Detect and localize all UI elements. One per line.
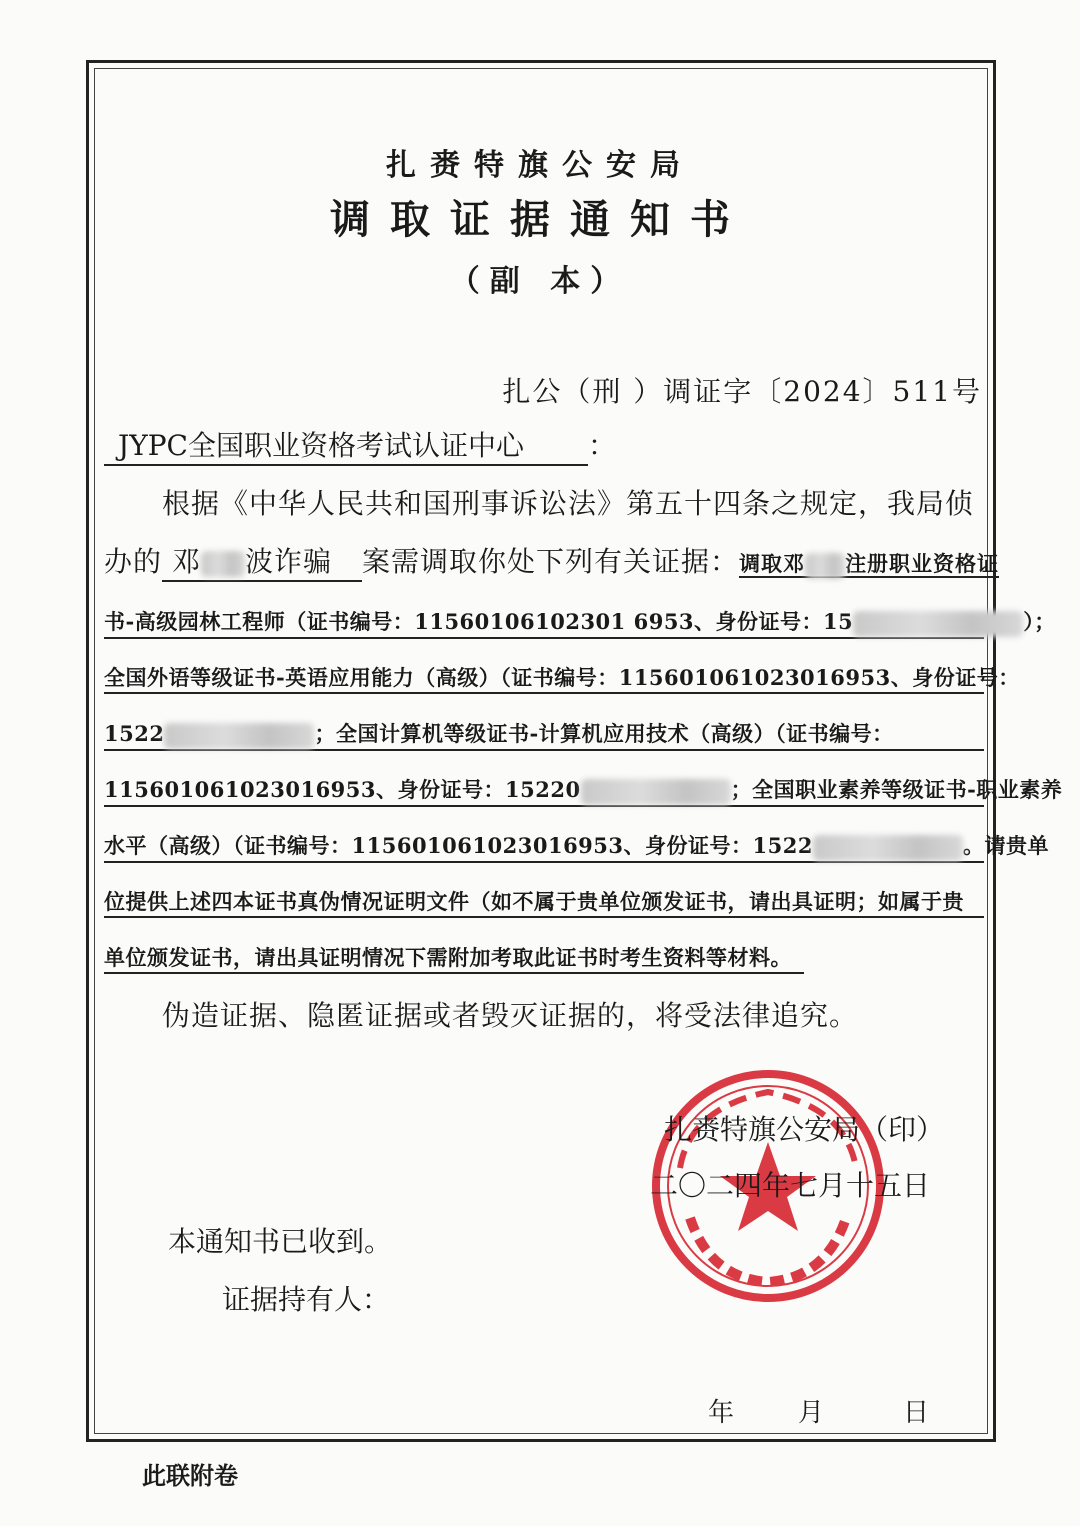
legal-warning: 伪造证据、隐匿证据或者毁灭证据的，将受法律追究。 (162, 999, 859, 1032)
redacted-id-3 (581, 779, 731, 805)
evidence-line-8: 单位颁发证书，请出具证明情况下需附加考取此证书时考生资料等材料。 (104, 942, 804, 974)
redacted-id-2 (164, 723, 314, 749)
body-case-line (104, 540, 1000, 582)
evidence-line-7: 位提供上述四本证书真伪情况证明文件（如不属于贵单位颁发证书，请出具证明；如属于贵 (104, 886, 984, 918)
month-label: 月 (798, 1398, 825, 1428)
document-title: 调取证据通知书 (330, 196, 750, 243)
receipt-acknowledgement: 本通知书已收到。 (168, 1225, 393, 1258)
evidence-line-3: 全国外语等级证书-英语应用能力（高级）（证书编号：115601061023016953、身份证号： (104, 662, 984, 694)
case-mid: 案需调取你处下列有关证据： (362, 545, 740, 578)
year-label: 年 (708, 1398, 735, 1428)
evidence-line-2: 书-高级园林工程师（证书编号：11560106102301 6953、身份证号：15 ）； (104, 606, 984, 639)
redacted-name (201, 551, 245, 577)
evidence-line-4: 1522 ；全国计算机等级证书-计算机应用技术（高级）（证书编号： (104, 718, 984, 751)
day-label: 日 (903, 1398, 930, 1428)
issuer-name: 扎赉特旗公安局（印） (664, 1113, 945, 1146)
receipt-date (708, 1392, 929, 1429)
recipient-name: JYPC全国职业资格考试认证中心 (104, 424, 588, 466)
copy-label: （副 本） (449, 264, 631, 299)
redacted-id-4 (813, 835, 963, 861)
footer-note: 此联附卷 (142, 1461, 238, 1490)
case-name: 邓 波诈骗 (162, 540, 362, 582)
redacted-id-1 (853, 611, 1023, 637)
redacted-name-2 (805, 553, 845, 579)
recipient (104, 424, 616, 466)
body-intro: 根据《中华人民共和国刑事诉讼法》第五十四条之规定，我局侦 (162, 487, 975, 520)
recipient-colon: ： (588, 429, 617, 462)
case-prefix: 办的 (104, 545, 163, 578)
evidence-holder-label: 证据持有人： (222, 1283, 391, 1316)
issue-date: 二〇二四年七月十五日 (650, 1169, 931, 1202)
evidence-start: 调取邓 注册职业资格证 (739, 551, 999, 578)
document-number: 扎公（刑 ）调证字〔2024〕511号 (502, 375, 982, 408)
evidence-line-6: 水平（高级）（证书编号：115601061023016953、身份证号：1522 。请贵单 (104, 830, 984, 863)
evidence-line-5: 115601061023016953、身份证号：15220 ；全国职业素养等级证书-职业素养 (104, 774, 984, 807)
agency-name: 扎赉特旗公安局 (386, 148, 694, 183)
